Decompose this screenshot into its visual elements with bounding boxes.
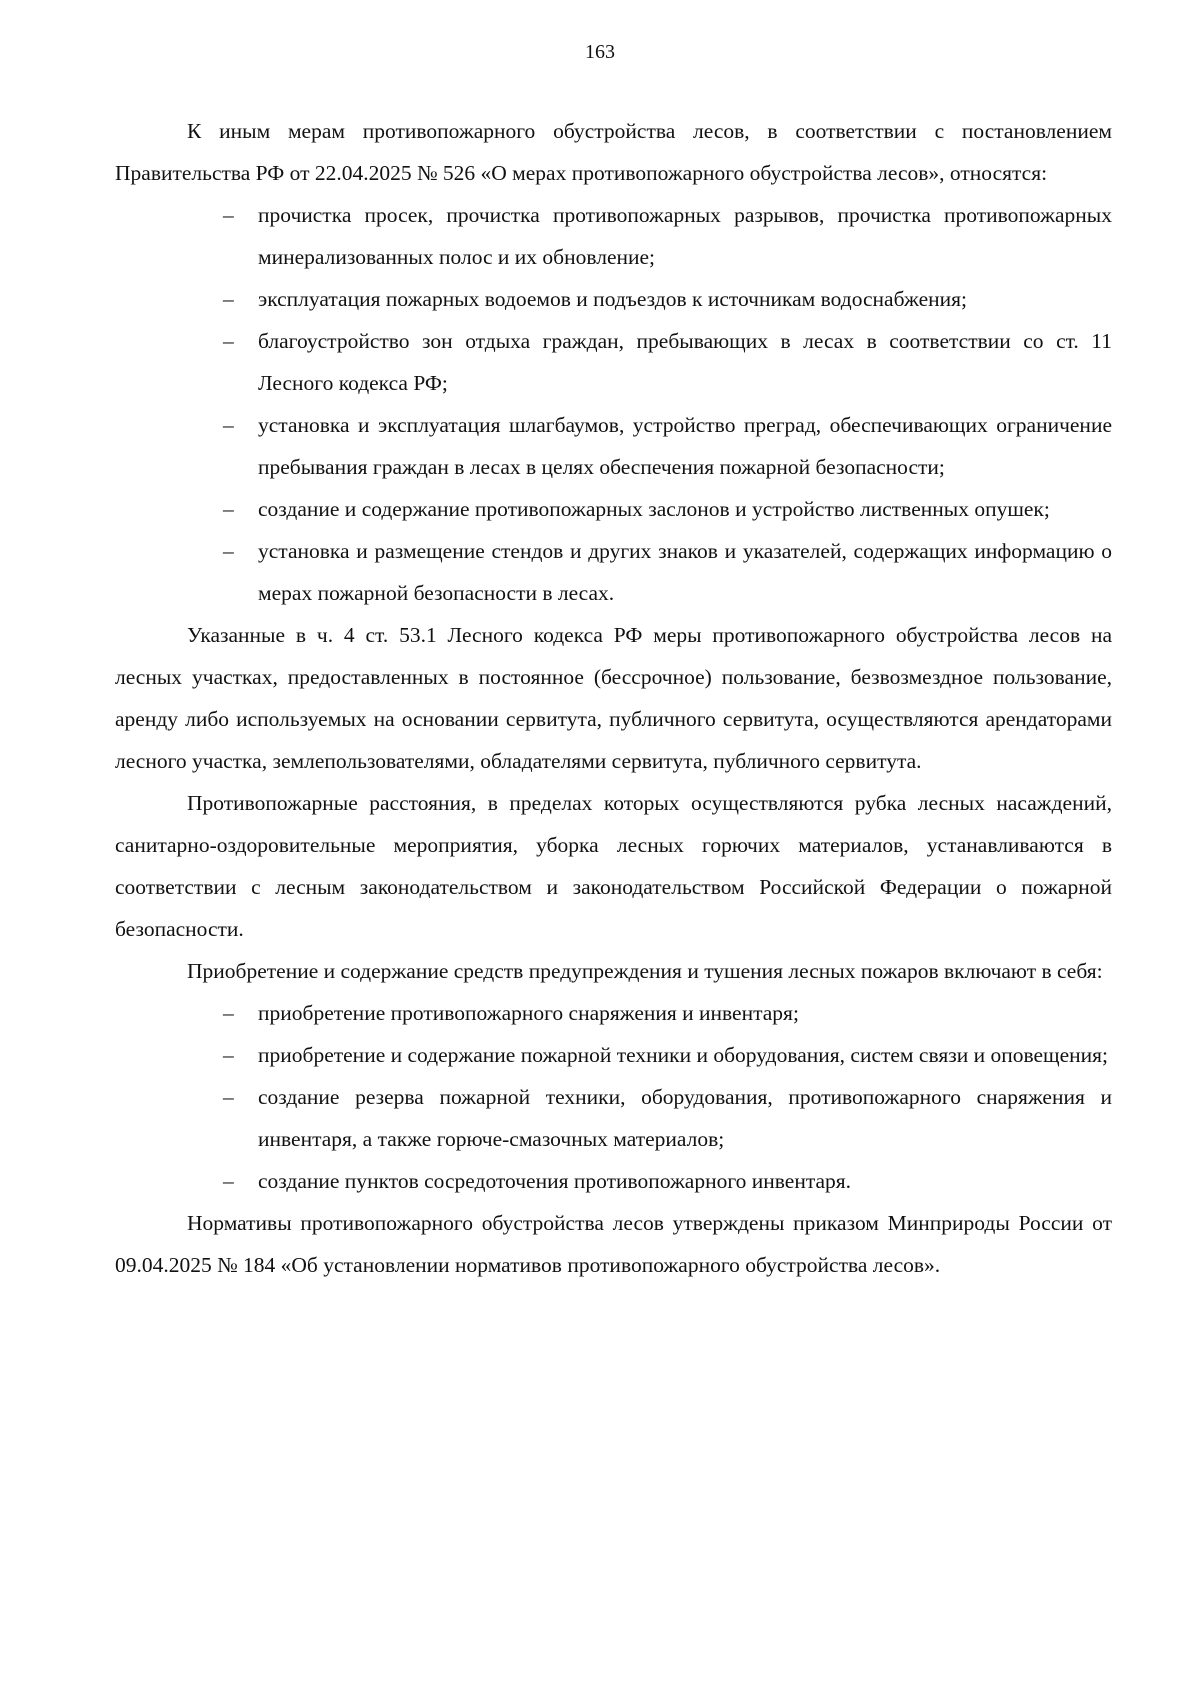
paragraph-means-intro: Приобретение и содержание средств предупреждения и тушения лесных пожаров включают в себя: [187, 959, 1103, 983]
dash-marker-icon: – [223, 203, 234, 227]
list-item [115, 278, 1112, 320]
list-item [115, 404, 1112, 488]
document-body [115, 110, 1112, 1286]
list-item-text: создание пунктов сосредоточения противопожарного инвентаря. [258, 1169, 852, 1193]
list-item [115, 488, 1112, 530]
list-item-text: создание резерва пожарной техники, оборудования, противопожарного снаряжения и инвентаря, а также горюче-смазочных материалов; [258, 1085, 1112, 1151]
list-item-text: приобретение и содержание пожарной техники и оборудования, систем связи и оповещения; [258, 1043, 1109, 1067]
dash-marker-icon: – [223, 497, 234, 521]
list-item [115, 530, 1112, 614]
paragraph-fire-distances: Противопожарные расстояния, в пределах которых осуществляются рубка лесных насаждений, санитарно-оздоровительные мероприятия, уборка лесных горючих материалов, устанавливаются в соответствии с лесным законодательством и законодательством Российской Федерации о пожарной безопасности. [115, 791, 1112, 941]
list-item-text: установка и размещение стендов и других знаков и указателей, содержащих информацию о мерах пожарной безопасности в лесах. [258, 539, 1112, 605]
dash-marker-icon: – [223, 413, 234, 437]
dash-marker-icon: – [223, 539, 234, 563]
dash-marker-icon: – [223, 287, 234, 311]
list-item [115, 1034, 1112, 1076]
paragraph-other-measures-intro: К иным мерам противопожарного обустройства лесов, в соответствии с постановлением Правительства РФ от 22.04.2025 № 526 «О мерах противопожарного обустройства лесов», относятся: [115, 119, 1112, 185]
page-number: 163 [585, 41, 615, 63]
list-item [115, 320, 1112, 404]
list-item [115, 1160, 1112, 1202]
list-item-text: эксплуатация пожарных водоемов и подъездов к источникам водоснабжения; [258, 287, 967, 311]
list-item-text: прочистка просек, прочистка противопожарных разрывов, прочистка противопожарных минерализованных полос и их обновление; [258, 203, 1112, 269]
list-item [115, 992, 1112, 1034]
list-item [115, 194, 1112, 278]
list-item [115, 1076, 1112, 1160]
paragraph-standards: Нормативы противопожарного обустройства лесов утверждены приказом Минприроды России от 09.04.2025 № 184 «Об установлении нормативов противопожарного обустройства лесов». [115, 1211, 1112, 1277]
list-item-text: установка и эксплуатация шлагбаумов, устройство преград, обеспечивающих ограничение пребывания граждан в лесах в целях обеспечения пожарной безопасности; [258, 413, 1112, 479]
dash-marker-icon: – [223, 329, 234, 353]
other-measures-list [115, 194, 1112, 614]
paragraph-lessees-responsibility: Указанные в ч. 4 ст. 53.1 Лесного кодекса РФ меры противопожарного обустройства лесов на лесных участках, предоставленных в постоянное (бессрочное) пользование, безвозмездное пользование, аренду либо используемых на основании сервитута, публичного сервитута, осуществляются арендаторами лесного участка, землепользователями, обладателями сервитута, публичного сервитута. [115, 623, 1112, 773]
list-item-text: создание и содержание противопожарных заслонов и устройство лиственных опушек; [258, 497, 1050, 521]
dash-marker-icon: – [223, 1043, 234, 1067]
dash-marker-icon: – [223, 1169, 234, 1193]
dash-marker-icon: – [223, 1001, 234, 1025]
list-item-text: благоустройство зон отдыха граждан, пребывающих в лесах в соответствии со ст. 11 Лесного кодекса РФ; [258, 329, 1112, 395]
list-item-text: приобретение противопожарного снаряжения и инвентаря; [258, 1001, 799, 1025]
dash-marker-icon: – [223, 1085, 234, 1109]
fire-means-list [115, 992, 1112, 1202]
